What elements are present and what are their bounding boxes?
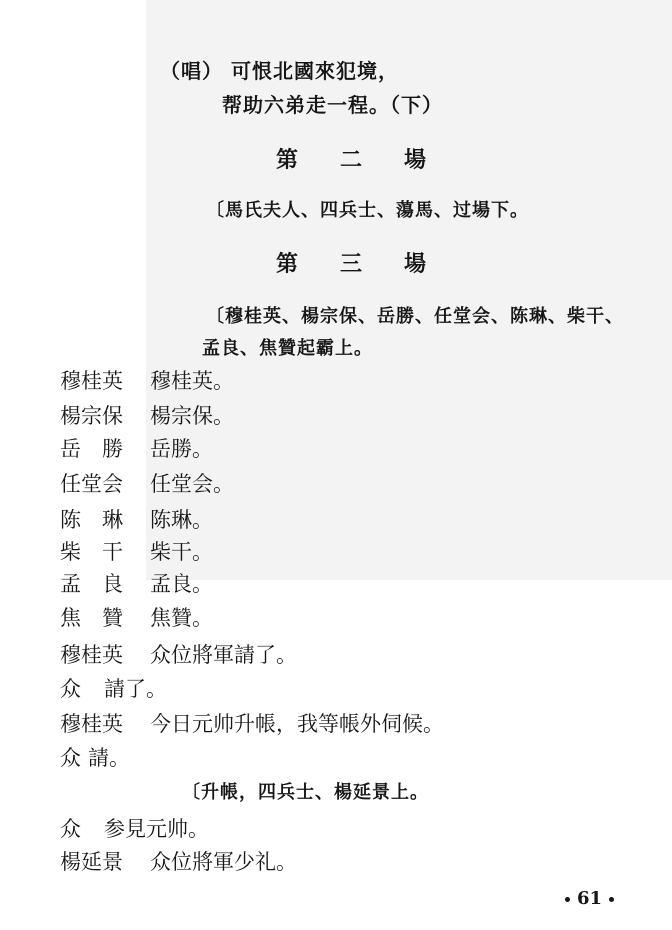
speaker: 穆桂英 xyxy=(60,369,123,393)
speech: 請。 xyxy=(88,746,130,770)
bullet-dot xyxy=(609,897,614,902)
speech: 焦贊。 xyxy=(150,606,213,630)
scene-2-direction: 〔馬氏夫人、四兵士、蕩馬、过場下。 xyxy=(206,200,529,221)
dialogue-line xyxy=(60,743,660,773)
speech: 穆桂英。 xyxy=(150,369,234,393)
speaker: 焦 贊 xyxy=(60,606,123,630)
bullet-dot xyxy=(565,897,570,902)
speaker: 众 xyxy=(60,746,81,770)
speech: 今日元帅升帳，我等帳外伺候。 xyxy=(150,712,444,736)
speech: 柴干。 xyxy=(150,540,213,564)
scene-2-char-2: 二 xyxy=(340,147,363,173)
scene-2-char-3: 場 xyxy=(404,147,427,173)
stage-direction: 〔升帳，四兵士、楊延景上。 xyxy=(182,782,429,803)
speech: 参見元帅。 xyxy=(104,817,209,841)
dialogue-line xyxy=(60,366,660,396)
speaker: 任堂会 xyxy=(60,472,123,496)
dialogue-line xyxy=(60,537,660,567)
speaker: 岳 勝 xyxy=(60,437,123,461)
speaker: 柴 干 xyxy=(60,540,123,564)
speech: 众位將軍請了。 xyxy=(150,643,297,667)
scene-2-char-1: 第 xyxy=(276,147,299,173)
scene-2-title xyxy=(0,146,672,174)
dialogue-line xyxy=(60,847,660,877)
dialogue-line xyxy=(60,401,660,431)
speech: 孟良。 xyxy=(150,572,213,596)
scene-3-char-1: 第 xyxy=(276,251,299,277)
page-number xyxy=(558,888,621,909)
scene-3-title xyxy=(0,250,672,278)
speaker: 穆桂英 xyxy=(60,712,123,736)
scene-3-direction-line-2: 孟良、焦贊起霸上。 xyxy=(202,338,373,359)
speaker: 穆桂英 xyxy=(60,643,123,667)
dialogue-line xyxy=(60,569,660,599)
speech: 任堂会。 xyxy=(150,472,234,496)
scene-3-char-3: 場 xyxy=(404,251,427,277)
song-line-2: 帮助六弟走一程。（下） xyxy=(222,93,443,117)
dialogue-line xyxy=(60,434,660,464)
speaker: 楊延景 xyxy=(60,850,123,874)
speech: 請了。 xyxy=(104,677,167,701)
song-line-1: （唱） 可恨北國來犯境， xyxy=(160,59,399,83)
dialogue-line xyxy=(60,603,660,633)
speaker: 楊宗保 xyxy=(60,404,123,428)
dialogue-line xyxy=(60,469,660,499)
speaker: 陈 琳 xyxy=(60,508,123,532)
dialogue-line xyxy=(60,674,660,704)
speaker: 众 xyxy=(60,817,81,841)
scene-3-char-2: 三 xyxy=(340,251,363,277)
speech: 众位將軍少礼。 xyxy=(150,850,297,874)
speech: 岳勝。 xyxy=(150,437,213,461)
speaker: 孟 良 xyxy=(60,572,123,596)
dialogue-line xyxy=(60,814,660,844)
speaker: 众 xyxy=(60,677,81,701)
speech: 陈琳。 xyxy=(150,508,213,532)
scene-3-direction-line-1: 〔穆桂英、楊宗保、岳勝、任堂会、陈琳、柴干、 xyxy=(206,306,624,327)
dialogue-line xyxy=(60,640,660,670)
speech: 楊宗保。 xyxy=(150,404,234,428)
dialogue-line xyxy=(60,505,660,535)
page-number-value: 61 xyxy=(577,888,603,909)
dialogue-line xyxy=(60,709,660,739)
